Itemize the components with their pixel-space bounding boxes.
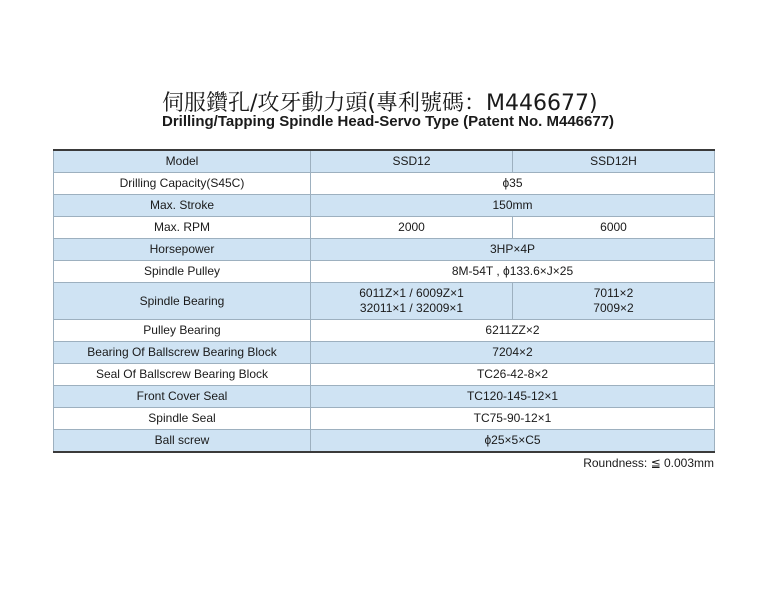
model-ssd12h-header: SSD12H <box>513 150 715 173</box>
row-value: 6211ZZ×2 <box>311 320 715 342</box>
row-label: Seal Of Ballscrew Bearing Block <box>54 364 311 386</box>
table-row-max-stroke <box>54 195 715 217</box>
row-label: Max. RPM <box>54 217 311 239</box>
table-row-model <box>54 150 715 173</box>
row-label: Ball screw <box>54 430 311 453</box>
table-row-spindle-pulley <box>54 261 715 283</box>
table-row-pulley-bearing <box>54 320 715 342</box>
row-value: TC120-145-12×1 <box>311 386 715 408</box>
page-title-chinese: 伺服鑽孔/攻牙動力頭(專利號碼：M446677) <box>162 91 598 116</box>
bearing-line: 7011×2 <box>593 286 634 300</box>
table-row-spindle-seal <box>54 408 715 430</box>
row-value-ssd12h <box>513 283 715 320</box>
row-value: TC75-90-12×1 <box>311 408 715 430</box>
row-label: Spindle Bearing <box>54 283 311 320</box>
row-label: Model <box>54 150 311 173</box>
row-value: 150mm <box>311 195 715 217</box>
row-value: TC26-42-8×2 <box>311 364 715 386</box>
row-label: Front Cover Seal <box>54 386 311 408</box>
row-value-ssd12h: 6000 <box>513 217 715 239</box>
model-ssd12-header: SSD12 <box>311 150 513 173</box>
row-value-ssd12: 2000 <box>311 217 513 239</box>
row-label: Pulley Bearing <box>54 320 311 342</box>
table-row-drilling-capacity <box>54 173 715 195</box>
table-row-max-rpm <box>54 217 715 239</box>
bearing-line: 32011×1 / 32009×1 <box>359 301 464 315</box>
row-value: 3HP×4P <box>311 239 715 261</box>
table-row-horsepower <box>54 239 715 261</box>
spec-table <box>53 149 715 453</box>
bearing-line: 6011Z×1 / 6009Z×1 <box>359 286 464 300</box>
row-label: Bearing Of Ballscrew Bearing Block <box>54 342 311 364</box>
row-label: Drilling Capacity(S45C) <box>54 173 311 195</box>
row-label: Spindle Seal <box>54 408 311 430</box>
row-value: ϕ25×5×C5 <box>311 430 715 453</box>
row-label: Max. Stroke <box>54 195 311 217</box>
roundness-note: Roundness: ≦ 0.003mm <box>583 456 714 470</box>
row-value: 7204×2 <box>311 342 715 364</box>
table-row-ball-screw <box>54 430 715 453</box>
table-row-front-cover-seal <box>54 386 715 408</box>
bearing-line: 7009×2 <box>593 301 634 315</box>
table-row-ballscrew-bearing-block <box>54 342 715 364</box>
row-label: Spindle Pulley <box>54 261 311 283</box>
page-title-english: Drilling/Tapping Spindle Head-Servo Type (Patent No. M446677) <box>162 113 615 130</box>
table-row-spindle-bearing <box>54 283 715 320</box>
row-label: Horsepower <box>54 239 311 261</box>
row-value: ϕ35 <box>311 173 715 195</box>
row-value: 8M-54T , ϕ133.6×J×25 <box>311 261 715 283</box>
row-value-ssd12 <box>311 283 513 320</box>
table-row-ballscrew-seal <box>54 364 715 386</box>
